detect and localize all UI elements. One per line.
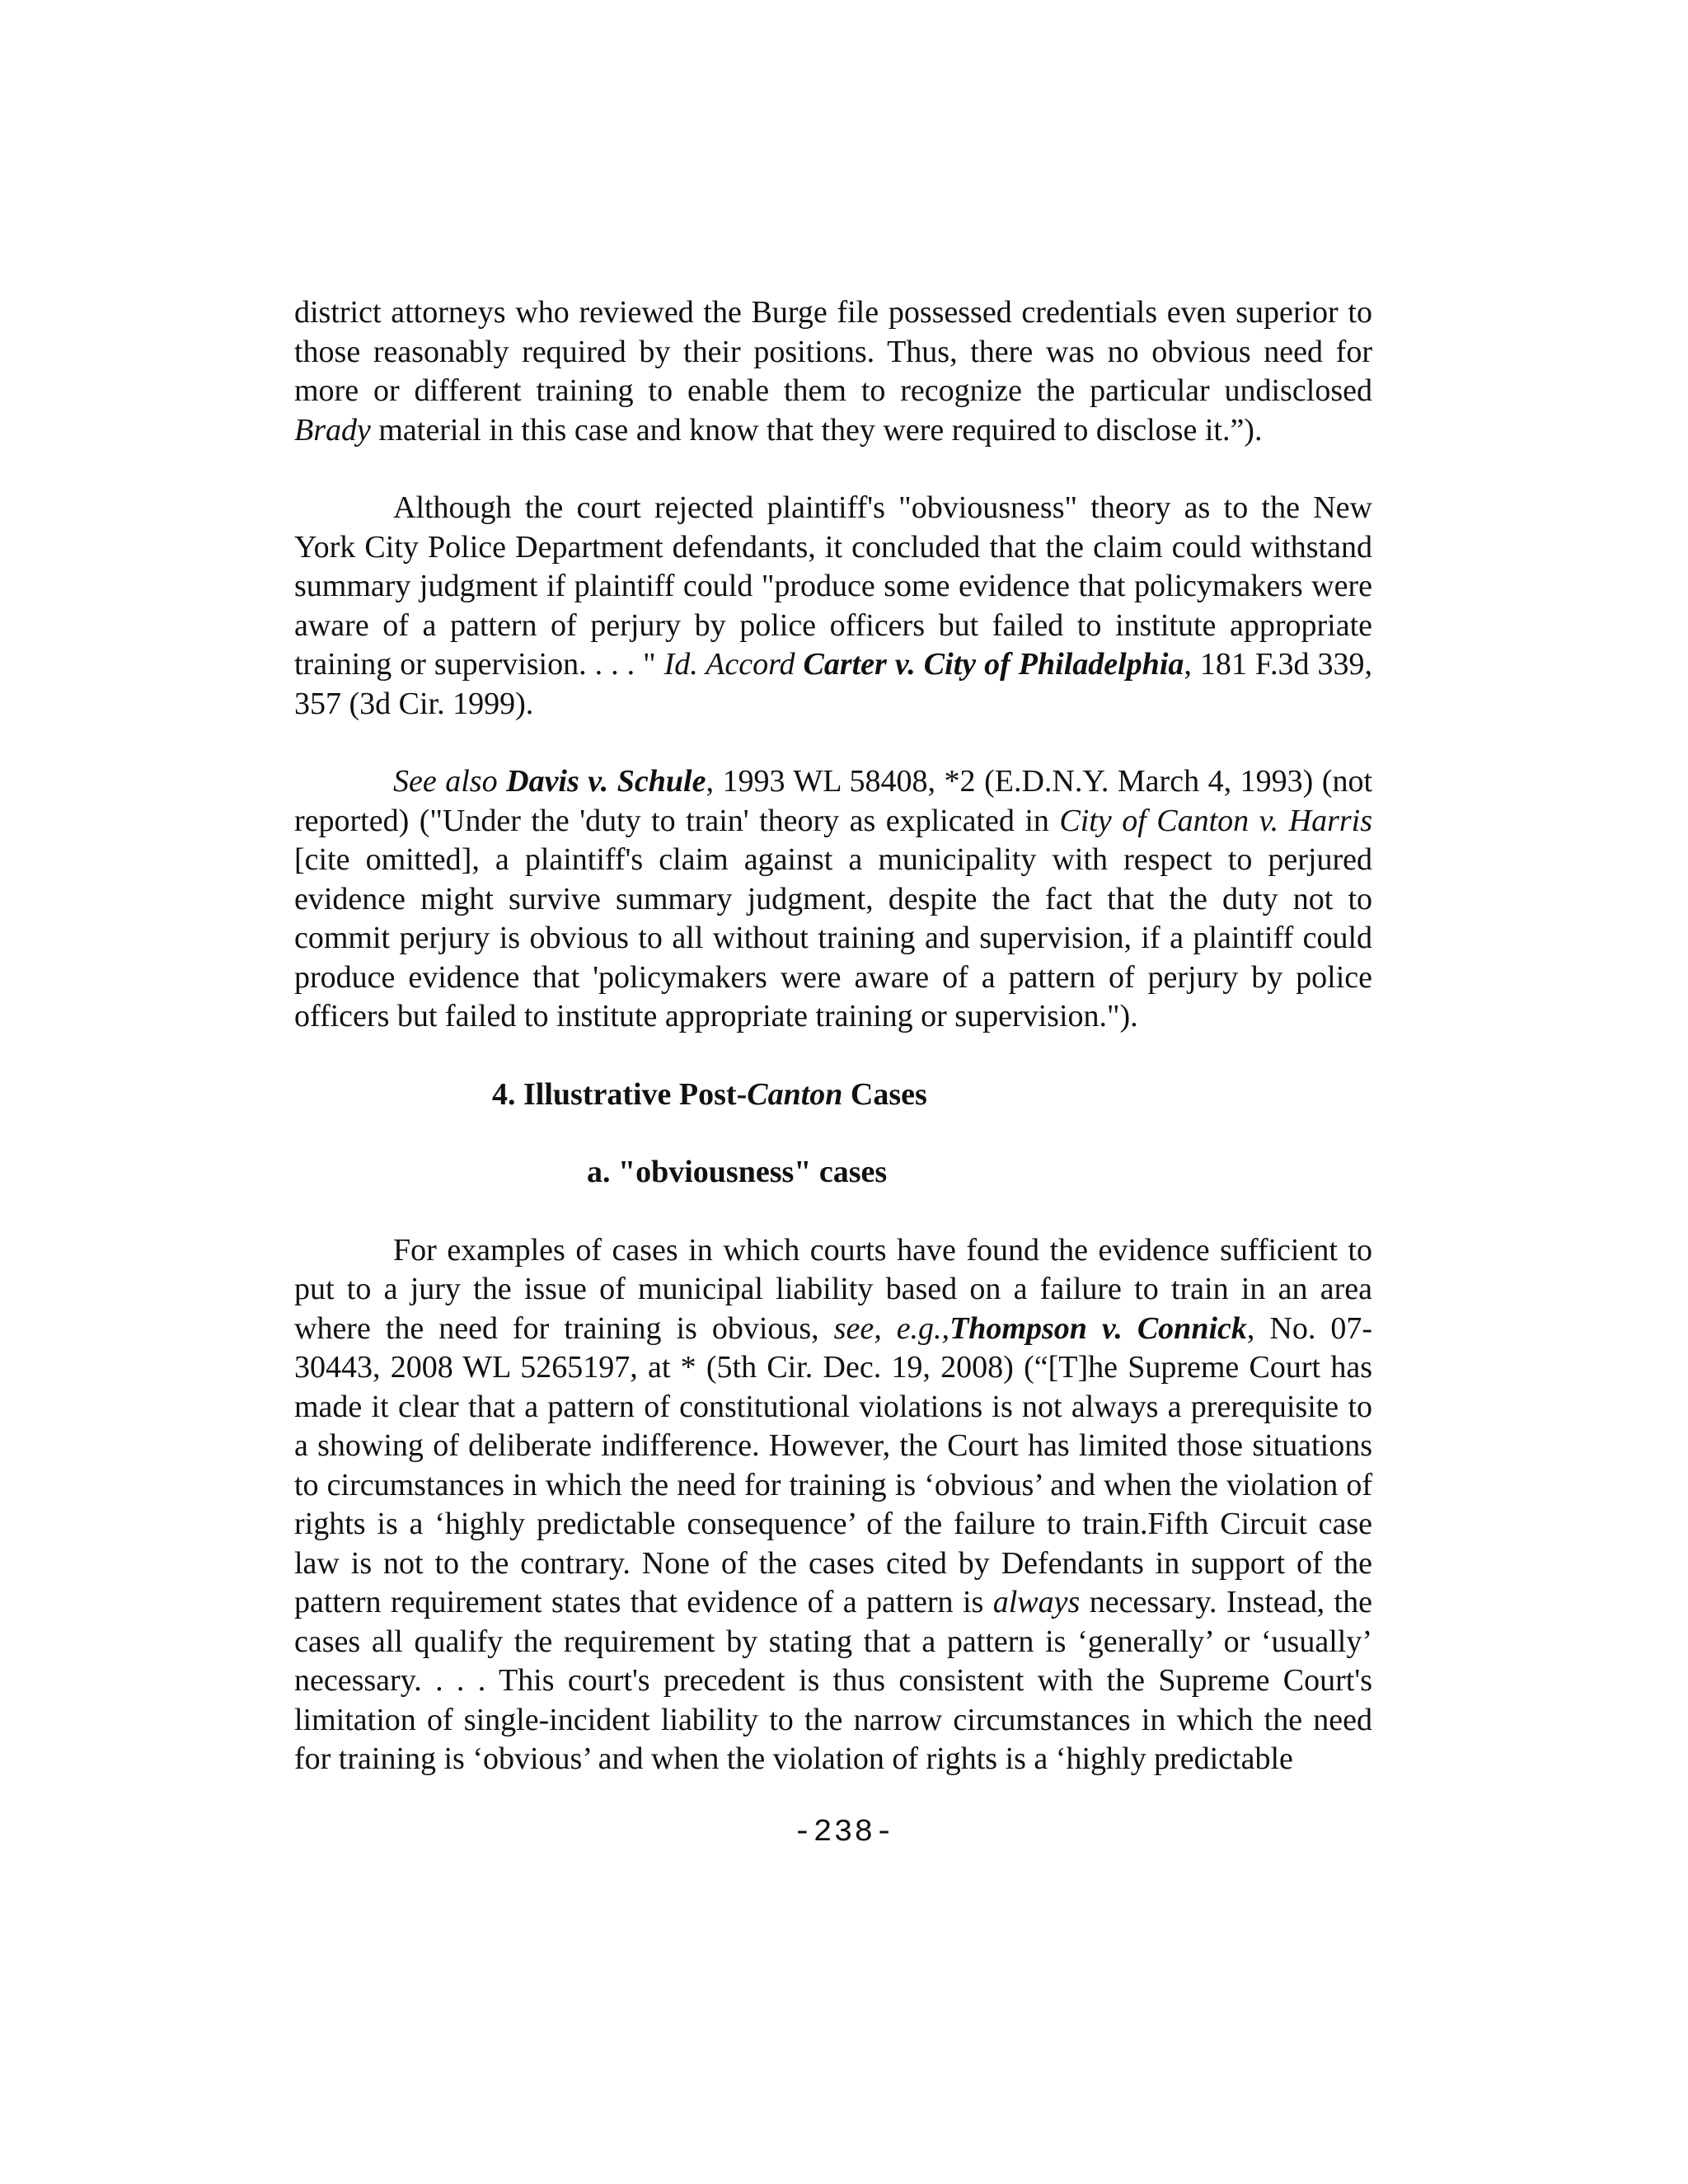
paragraph-court-rejected [294, 489, 1372, 724]
paragraph-see-also-davis [294, 762, 1372, 1037]
text-run: Carter v. City of Philadelphia [803, 647, 1184, 682]
paragraph-examples-obviousness [294, 1231, 1372, 1779]
text-run: See also [393, 764, 507, 799]
section-heading-italic: Canton [747, 1076, 843, 1112]
text-run: district attorneys who reviewed the Burge file possessed credentials even superior to those reasonably required by their positions. Thus, there was no obvious need for more or different training to enable them to recognize the particular undisclosed [294, 295, 1372, 408]
text-run: Id. Accord [663, 647, 804, 682]
page-number: -238- [792, 1815, 896, 1850]
text-run: , No. 07-30443, 2008 WL 5265197, at * (5th Cir. Dec. 19, 2008) (“[T]he Supreme Court has made it clear that a pattern of constitutional violations is not always a prerequisite to a showing of deliberate indifference. However, the Court has limited those situations to circumstances in which the need for training is ‘obvious’ and when the violation of rights is a ‘highly predictable consequence’ of the failure to train.Fifth Circuit case law is not to the contrary. None of the cases cited by Defendants in support of the pattern requirement states that evidence of a pattern is [294, 1310, 1372, 1619]
text-run: Brady [294, 412, 371, 448]
text-run: , 181 F.3d 339, 357 (3d Cir. 1999). [294, 647, 1372, 721]
document-body [294, 293, 1372, 1779]
text-run: , 1993 WL 58408, *2 (E.D.N.Y. March 4, 1993) (not reported) ("Under the 'duty to train' theory as explicated in [294, 764, 1372, 838]
text-run: Davis v. Schule [506, 764, 706, 799]
section-heading: 4. Illustrative Post-Canton Cases [492, 1076, 927, 1112]
subsection-heading: a. "obviousness" cases [587, 1155, 888, 1189]
text-run: see, e.g., [833, 1310, 950, 1346]
text-run: [cite omitted], a plaintiff's claim against a municipality with respect to perjured evidence might survive summary judgment, despite the fact that the duty not to commit perjury is obvious to all without training and supervision, if a plaintiff could produce evidence that 'policymakers were aware of a pattern of perjury by police officers but failed to institute appropriate training or supervision."). [294, 842, 1372, 1033]
text-run: always [992, 1585, 1081, 1619]
text-run: Thompson v. Connick [950, 1310, 1247, 1346]
paragraph-brady-quote [294, 293, 1372, 450]
text-run: City of Canton v. Harris [1059, 803, 1372, 838]
text-run: For examples of cases in which courts have found the evidence sufficient to put to a jury the issue of municipal liability based on a failure to train in an area where the need for training is obvious, [294, 1232, 1372, 1346]
text-run: material in this case and know that they were required to disclose it.”). [370, 412, 1263, 448]
text-run: necessary. Instead, the cases all qualify the requirement by stating that a pattern is ‘generally’ or ‘usually’ necessary. . . . This court's precedent is thus consistent with the Supreme Court's limitation of single-incident liability to the narrow circumstances in which the need for training is ‘obvious’ and when the violation of rights is a ‘highly predictable [294, 1585, 1372, 1776]
text-run: Although the court rejected plaintiff's "obviousness" theory as to the New York City Police Department defendants, it concluded that the claim could withstand summary judgment if plaintiff could "produce some evidence that policymakers were aware of a pattern of perjury by police officers but failed to institute appropriate training or supervision. . . . " [294, 490, 1372, 682]
